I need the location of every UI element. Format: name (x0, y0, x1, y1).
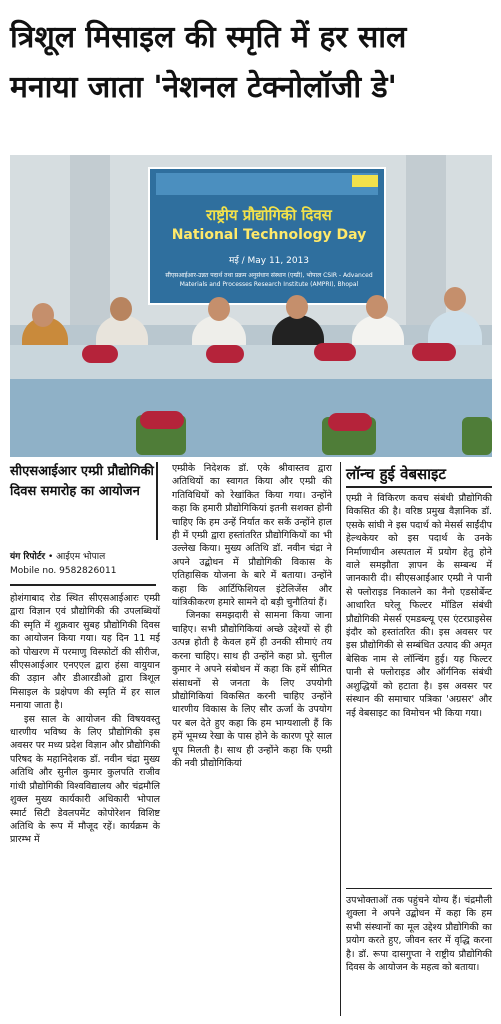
guest-head (366, 295, 388, 319)
column-1-paragraph-1: होशंगाबाद रोड स्थित सीएसआईआरः एम्प्री द्वारा विज्ञान एवं प्रौद्योगिकी की उपलब्धियों की स्मृति में शुक्रवार सुबह प्रौद्योगिकी दिवस का आयोजन किया गया। यह दिन 11 मई को पोखरण में परमाणु विस्फोटों की सीरीज, सीएसआईआर एनएएल द्वारा हंसा वायुयान की उड़ान और डीआरडीओ द्वारा त्रिशूल मिसाइल के प्रक्षेपण की स्मृति में हर साल मनाया जाता है। (10, 593, 160, 712)
column-2-paragraph-1: एम्प्रीके निदेशक डॉ. एके श्रीवास्तव द्वारा अतिथियों का स्वागत किया और एम्प्री की गतिविधियों को रेखांकित किया गया। उन्होंने कहा कि हमारी प्रौद्योगिकियां इतनी सशक्त होनी चाहिए कि हम उन्हें निर्यात कर सकें उन्होंने हाल ही में एम्प्री द्वारा हस्तांतरित प्रौद्योगिकियों का भी उल्लेख किया। मुख्य अतिथि डॉ. नवीन चंद्रा ने अपने उद्बोधन में प्रौद्योगिकी विकास के एतिहासिक योजना के बारे में बताया। उन्होंने कहा कि आर्टिफिशियल इंटेलिजेंस और यांत्रिकीकरण हमारे सामने दो बड़ी चुनौतियां हैं। (172, 463, 332, 609)
launch-text: एम्प्री ने विकिरण कवच संबंधी प्रौद्योगिकी विकसित की है। वरिष्ठ प्रमुख वैज्ञानिक डॉ. एसके सांघी ने इस पदार्थ को मेसर्स साईंदीप हेल्थकेयर को इस पदार्थ के उनके निर्माणाधीन अस्पताल में प्रयोग हेतु होने वाले समझौता ज्ञापन के सम्बन्ध में जानकारी दी। सीएसआईआर एम्प्री ने पानी से फ्लोराइड निकालने का नैनो एडसोर्बेन्ट आधारित घरेलू फिल्टर मॉडिल संबंधी प्रौद्योगिकी मेसर्स एमडब्ल्यू एस एंटरप्राइसेस इंदौर को हस्तांतरित की। इस अवसर पर इस प्रौद्योगिकी से सम्बंधित उत्पाद की अमृत बेसिक नाम से लॉन्चिंग हुई। यह फिल्टर पानी से फ्लोराइड और ऑर्गनिक संबंधी अशुद्धियों को हटाता है। इस अवसर पर संस्थान की समाचार पत्रिका 'अग्रसर' और नई वेबसाइट का विमोचन भी किया गया। (346, 493, 492, 719)
table-cloth (10, 379, 492, 457)
bureau-name: • आईएम भोपाल (47, 552, 106, 562)
divider (10, 584, 156, 586)
guest-head (110, 297, 132, 321)
banner-organisation: सीएसआईआर-उन्नत पदार्थ तथा प्रक्रम अनुसंधान संस्थान (एम्प्री), भोपाल CSIR - Advanced Materials and Processes Research Institute (AMPRI), Bhopal (165, 272, 373, 288)
launch-box (346, 492, 492, 720)
reporter-name: यंग रिपोर्टर (10, 552, 46, 562)
banner-logo (352, 175, 378, 187)
article-column-3 (346, 894, 492, 974)
headline (10, 14, 492, 114)
flower-bouquet (206, 345, 244, 363)
column-divider (340, 462, 341, 1016)
reporter-mobile: Mobile no. 9582826011 (10, 566, 117, 576)
byline (10, 550, 156, 578)
plant-pot (462, 417, 492, 455)
story-headline: सीएसआईआर एम्प्री प्रौद्योगिकी दिवस समारोह का आयोजन (10, 464, 154, 499)
flower-bouquet (412, 343, 456, 361)
photo-pillar (406, 155, 446, 325)
flower-bouquet (314, 343, 356, 361)
photo-pillar (70, 155, 110, 325)
guest-head (208, 297, 230, 321)
story-headline-box (10, 462, 158, 540)
article-column-1 (10, 592, 160, 847)
banner-title-english: National Technology Day (171, 227, 367, 243)
guest-head (444, 287, 466, 311)
article-column-2 (172, 462, 332, 770)
guest-head (286, 295, 308, 319)
event-photo (10, 155, 492, 457)
banner-strip (156, 173, 378, 195)
banner-title-hindi: राष्ट्रीय प्रौद्योगिकी दिवस (206, 206, 332, 224)
column-3-paragraph-1: उपभोक्ताओं तक पहुंचने योग्य हैं। चंद्रमौली शुक्ला ने अपने उद्बोधन में कहा कि हम सभी संस्थानों का मूल उद्देश्य प्रौद्योगिकी का प्रयोग करते हुए, जीवन स्तर में वृद्धि करना है। डॉ. रूपा दासगुप्ता ने राष्ट्रीय प्रौद्योगिकी दिवस के आयोजन के महत्व को बताया। (346, 895, 492, 974)
launch-headline: लॉन्च हुई वेबसाइट (346, 462, 492, 488)
column-2-paragraph-2: जिनका समझदारी से सामना किया जाना चाहिए। सभी प्रौद्योगिकियां अच्छे उद्देश्यों से ही उत्पन्न होती है केवल हमें ही उनकी सीमाएं तय करना चाहिए। साथ ही उन्होंने कहा प्रो. सुनील कुमार ने अपने संबोधन में कहा कि हमें सीमित संसाधनों से जनता के लिए उपयोगी प्रौद्योगिकियां विकसित करनी चाहिए उन्होंने धारणीय विकास के लिए सौर ऊर्जा के उपयोग पर बल देते हुए कहा कि हम भाग्यशाली हैं कि हमें भूमध्य रेखा के पास होने के कारण पूरे साल धूप मिलती है। साथ ही उन्होंने कहा कि एम्प्री की नवी प्रौद्योगिकियां (172, 610, 332, 769)
banner-date: मई / May 11, 2013 (228, 256, 310, 266)
event-banner (148, 167, 386, 305)
headline-line-1: त्रिशूल मिसाइल की स्मृति में हर साल (10, 20, 407, 55)
divider (346, 888, 492, 889)
headline-line-2: मनाया जाता 'नेशनल टेक्नोलॉजी डे' (10, 70, 397, 105)
flower-bouquet (328, 413, 372, 431)
guest-head (32, 303, 54, 327)
column-1-paragraph-2: इस साल के आयोजन की विषयवस्तु धारणीय भविष्य के लिए प्रौद्योगिकी इस अवसर पर मध्य प्रदेश विज्ञान और प्रौद्योगिकी परिषद के महानिदेशक डॉ. नवीन चंद्रा मुख्य अतिथि और सुनील कुमार कुलपति राजीव गांधी प्रौद्योगिकी विश्वविद्यालय और चंद्रमौलि शुक्ल मुख्य कार्यकारी अधिकारी भोपाल स्मार्ट सिटी डेवलपमेंट कोपोरेशन विशिष्ट अतिथि के रूप में मौजूद रहें। कार्यक्रम के प्रारम्भ में (10, 713, 160, 846)
flower-bouquet (82, 345, 118, 363)
flower-bouquet (140, 411, 184, 429)
